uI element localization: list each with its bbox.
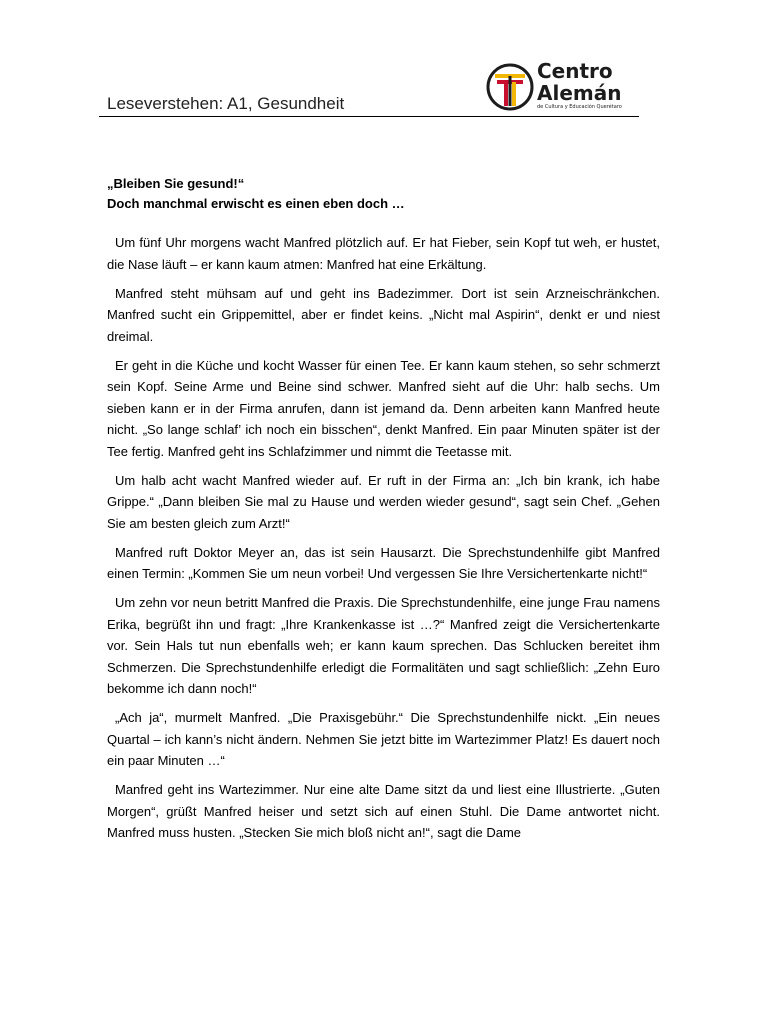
paragraph: Manfred geht ins Wartezimmer. Nur eine alte Dame sitzt da und liest eine Illustrierte. „Guten Morgen“, grüßt Manfred heiser und setzt sich auf einen Stuhl. Die Dame antwortet nicht. Manfred muss husten. „Stecken Sie mich bloß nicht an!“, sagt die Dame [107, 782, 660, 840]
paragraph: Um zehn vor neun betritt Manfred die Praxis. Die Sprechstundenhilfe, eine junge Frau namens Erika, begrüßt ihn und fragt: „Ihre Krankenkasse ist …?“ Manfred zeigt die Versichertenkarte vor. Sein Hals tut nun ebenfalls weh; er kann kaum sprechen. Das Schlucken bereitet ihm Schmerzen. Die Sprechstundenhilfe erledigt die Formalitäten und sagt schließlich: „Zehn Euro bekomme ich dann noch!“ [107, 595, 660, 696]
logo-subtitle: de Cultura y Educación Querétaro [537, 104, 622, 110]
page-header [99, 58, 639, 117]
centro-aleman-logo [485, 58, 639, 116]
story-title-line-2: Doch manchmal erwischt es einen eben doch … [107, 196, 405, 211]
story-title-line-1: „Bleiben Sie gesund!“ [107, 176, 245, 191]
story-body [107, 232, 660, 851]
paragraph: Manfred ruft Doktor Meyer an, das ist sein Hausarzt. Die Sprechstundenhilfe gibt Manfred einen Termin: „Kommen Sie um neun vorbei! Und vergessen Sie Ihre Versichertenkarte nicht!“ [107, 544, 660, 581]
story-title [107, 174, 405, 214]
logo-emblem-icon [485, 62, 535, 112]
paragraph: Um fünf Uhr morgens wacht Manfred plötzlich auf. Er hat Fieber, sein Kopf tut weh, er hustet, die Nase läuft – er kann kaum atmen: Manfred hat eine Erkältung. [107, 235, 660, 272]
logo-line-2: Alemán [537, 81, 622, 105]
paragraph: Um halb acht wacht Manfred wieder auf. Er ruft in der Firma an: „Ich bin krank, ich habe Grippe.“ „Dann bleiben Sie mal zu Hause und werden wieder gesund“, sagt sein Chef. „Gehen Sie am besten gleich zum Arzt!“ [107, 472, 660, 531]
paragraph: „Ach ja“, murmelt Manfred. „Die Praxisgebühr.“ Die Sprechstundenhilfe nickt. „Ein neues Quartal – ich kann’s nicht ändern. Nehmen Sie jetzt bitte im Wartezimmer Platz! Es dauert noch ein paar Minuten …“ [107, 710, 660, 768]
paragraph: Er geht in die Küche und kocht Wasser für einen Tee. Er kann kaum stehen, so sehr schmerzt sein Kopf. Seine Arme und Beine sind schwer. Manfred sieht auf die Uhr: halb sechs. Um sieben kann er in der Firma anrufen, dann ist jemand da. Denn arbeiten kann Manfred heute nicht. „So lange schlaf’ ich noch ein bisschen“, denkt Manfred. Ein paar Minuten später ist der Tee fertig. Manfred geht ins Schlafzimmer und nimmt die Teetasse mit. [107, 357, 660, 459]
worksheet-title: Leseverstehen: A1, Gesundheit [107, 94, 345, 113]
logo-line-1: Centro [537, 59, 613, 83]
logo-wordmark [537, 60, 622, 110]
paragraph: Manfred steht mühsam auf und geht ins Badezimmer. Dort ist sein Arzneischränkchen. Manfred sucht ein Grippemittel, aber er findet keins. „Nicht mal Aspirin“, denkt er und niest dreimal. [107, 285, 660, 344]
